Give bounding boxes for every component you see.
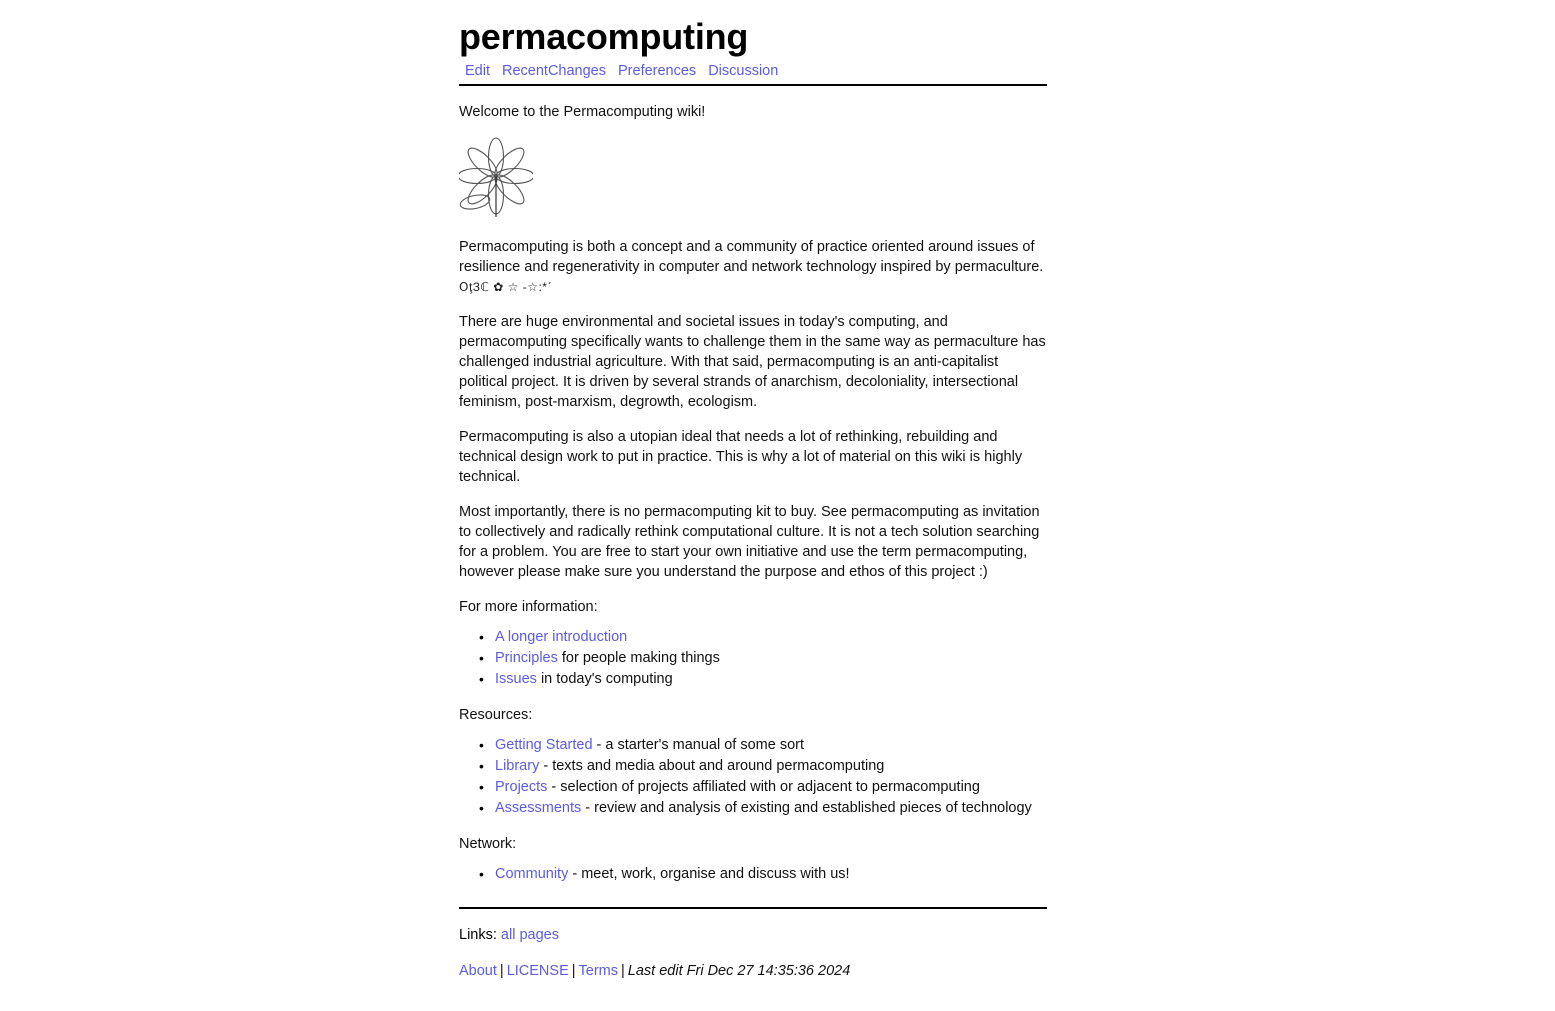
intro-paragraph [459,237,1047,297]
link-terms[interactable]: Terms [578,962,619,979]
more-info-list [459,627,1047,690]
paragraph-no-kit: Most importantly, there is no permacomputing kit to buy. See permacomputing as invitation to collectively and radically rethink computational culture. It is not a tech solution searching for a problem. You are free to start your own initiative and use the term permacomputing, however please make sure you understand the purpose and ethos of this project :) [459,503,1040,580]
network-heading: Network: [459,835,517,852]
list-item [495,756,1047,777]
welcome-text: Welcome to the Permacomputing wiki! [459,103,706,120]
decorative-glyphs: ՕţЗℂ ✿ ☆ -☆:*ˊ [459,279,552,294]
footer-meta-row [459,961,1047,981]
link-issues[interactable]: Issues [495,670,537,687]
resources-heading: Resources: [459,706,533,723]
nav-item-discussion[interactable]: Discussion [708,62,779,79]
list-item [495,798,1047,819]
resources-list [459,735,1047,819]
paragraph-issues: There are huge environmental and societal issues in today's computing, and permacomputing specifically wants to challenge them in the same way as permaculture has challenged industrial agriculture. With that said, permacomputing is an anti-capitalist political project. It is driven by several strands of anarchism, decoloniality, intersectional feminism, post-marxism, degrowth, ecologism. [459,313,1046,410]
page-title: permacomputing [459,16,749,57]
list-item [495,627,1047,648]
footer-separator: | [499,962,504,979]
link-assessments[interactable]: Assessments [495,799,582,816]
link-all-pages[interactable]: all pages [500,926,559,943]
link-projects[interactable]: Projects [495,778,548,795]
link-a-longer-introduction[interactable]: A longer introduction [495,628,628,645]
link-getting-started[interactable]: Getting Started [495,736,593,753]
link-library[interactable]: Library [495,757,540,774]
flower-icon [459,137,533,219]
last-edit-timestamp: Last edit Fri Dec 27 14:35:36 2024 [627,962,851,979]
nav-item-edit[interactable]: Edit [465,62,490,79]
list-item-text: - meet, work, organise and discuss with us! [568,865,850,882]
list-item-text: in today's computing [536,670,673,687]
link-license[interactable]: LICENSE [506,962,569,979]
intro-text: Permacomputing is both a concept and a community of practice oriented around issues of resilience and regenerativity in computer and network technology inspired by permaculture. [459,238,1044,275]
nav-item-recentchanges[interactable]: RecentChanges [502,62,606,79]
footer-separator: | [571,962,576,979]
list-item [495,648,1047,669]
links-label: Links: [459,926,497,943]
list-item-text: - review and analysis of existing and established pieces of technology [581,799,1032,816]
footer-links-row [459,925,1047,945]
list-item-text: - selection of projects affiliated with or adjacent to permacomputing [547,778,980,795]
list-item [495,777,1047,798]
list-item-text: for people making things [557,649,720,666]
list-item [495,735,1047,756]
nav-bar [459,63,1047,86]
wiki-page [459,0,1047,981]
link-about[interactable]: About [459,962,497,979]
list-item [495,669,1047,690]
paragraph-utopian: Permacomputing is also a utopian ideal that needs a lot of rethinking, rebuilding and technical design work to put in practice. This is why a lot of material on this wiki is highly technical. [459,428,1023,485]
more-info-heading: For more information: [459,598,598,615]
link-community[interactable]: Community [495,865,569,882]
list-item-text: - texts and media about and around permacomputing [539,757,885,774]
footer-divider [459,907,1047,909]
link-principles[interactable]: Principles [495,649,558,666]
list-item-text: - a starter's manual of some sort [592,736,805,753]
network-list [459,864,1047,885]
nav-item-preferences[interactable]: Preferences [618,62,697,79]
footer-separator: | [621,962,625,979]
list-item [495,864,1047,885]
flower-logo-container [459,137,1047,219]
